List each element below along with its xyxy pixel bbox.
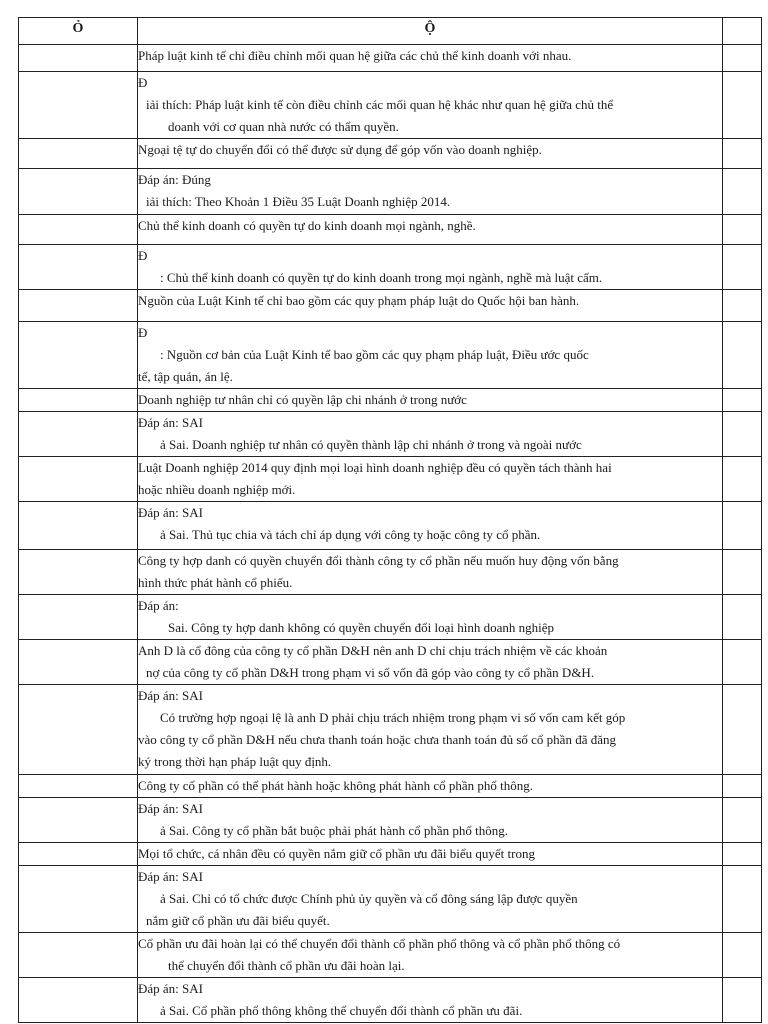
text-line: Pháp luật kinh tế chỉ điều chỉnh mối quan hệ giữa các chủ thể kinh doanh với nhau. xyxy=(138,48,572,63)
text-line: ả Sai. Doanh nghiệp tư nhân có quyền thành lập chi nhánh ở trong và ngoài nước xyxy=(160,437,582,452)
right-cell xyxy=(723,412,762,457)
header-col-3 xyxy=(723,18,762,45)
text-line: Đáp án: SAI xyxy=(138,981,203,996)
table-row xyxy=(19,139,762,169)
table-row xyxy=(19,245,762,290)
text-line: ả Sai. Chỉ có tổ chức được Chính phủ ủy quyền và cổ đông sáng lập được quyền xyxy=(160,891,578,906)
text-line: Anh D là cổ đông của công ty cổ phần D&H nên anh D chỉ chịu trách nhiệm về các khoản xyxy=(138,643,608,658)
right-cell xyxy=(723,933,762,978)
right-cell xyxy=(723,775,762,798)
content-cell xyxy=(138,412,723,457)
table-row xyxy=(19,322,762,389)
text-line: Cổ phần ưu đãi hoàn lại có thể chuyển đổi thành cổ phần phổ thông và cổ phần phổ thông có xyxy=(138,936,621,951)
text-line: Đáp án: SAI xyxy=(138,869,203,884)
right-cell xyxy=(723,640,762,685)
text-line: nắm giữ cổ phần ưu đãi biểu quyết. xyxy=(146,913,330,928)
content-cell xyxy=(138,322,723,389)
left-cell xyxy=(19,139,138,169)
left-cell xyxy=(19,290,138,322)
right-cell xyxy=(723,45,762,72)
table-row xyxy=(19,290,762,322)
text-line: ả Sai. Cổ phần phổ thông không thể chuyển đổi thành cổ phần ưu đãi. xyxy=(160,1003,523,1018)
content-cell xyxy=(138,550,723,595)
text-line: Đáp án: SAI xyxy=(138,505,203,520)
text-line: Nguồn của Luật Kinh tế chỉ bao gồm các quy phạm pháp luật do Quốc hội ban hành. xyxy=(138,293,580,308)
table-row xyxy=(19,550,762,595)
text-line: iải thích: Pháp luật kinh tế còn điều chỉnh các mối quan hệ khác như quan hệ giữa chủ thể xyxy=(146,97,614,112)
text-line: Đ xyxy=(138,248,148,263)
text-line: : Nguồn cơ bản của Luật Kinh tế bao gồm các quy phạm pháp luật, Điều ước quốc xyxy=(160,347,589,362)
text-line: vào công ty cổ phần D&H nếu chưa thanh toán hoặc chưa thanh toán đủ số cổ phần đã đăng xyxy=(138,732,616,747)
table-row xyxy=(19,978,762,1023)
content-cell xyxy=(138,389,723,412)
text-line: Có trường hợp ngoại lệ là anh D phải chịu trách nhiệm trong phạm vi số vốn cam kết góp xyxy=(160,710,626,725)
text-line: hoặc nhiều doanh nghiệp mới. xyxy=(138,482,296,497)
text-line: Đ xyxy=(138,75,148,90)
content-cell xyxy=(138,843,723,866)
text-line: Công ty hợp danh có quyền chuyển đổi thành công ty cổ phần nếu muốn huy động vốn bằng xyxy=(138,553,619,568)
right-cell xyxy=(723,595,762,640)
text-line: thể chuyển đổi thành cổ phần ưu đãi hoàn lại. xyxy=(168,958,405,973)
content-cell xyxy=(138,72,723,139)
left-cell xyxy=(19,798,138,843)
table-row xyxy=(19,685,762,775)
content-cell xyxy=(138,169,723,215)
left-cell xyxy=(19,457,138,502)
content-cell xyxy=(138,640,723,685)
left-cell xyxy=(19,685,138,775)
table-row xyxy=(19,389,762,412)
right-cell xyxy=(723,245,762,290)
left-cell xyxy=(19,843,138,866)
content-cell xyxy=(138,933,723,978)
text-line: hình thức phát hành cổ phiếu. xyxy=(138,575,293,590)
content-cell xyxy=(138,775,723,798)
text-line: nợ của công ty cổ phần D&H trong phạm vi số vốn đã góp vào công ty cổ phần D&H. xyxy=(146,665,595,680)
table-row xyxy=(19,866,762,933)
table-row xyxy=(19,933,762,978)
text-line: Sai. Công ty hợp danh không có quyền chuyển đổi loại hình doanh nghiệp xyxy=(168,620,554,635)
right-cell xyxy=(723,389,762,412)
text-line: ả Sai. Công ty cổ phần bắt buộc phải phát hành cổ phần phổ thông. xyxy=(160,823,509,838)
qa-table xyxy=(18,17,762,1023)
right-cell xyxy=(723,322,762,389)
table-header-row xyxy=(19,18,762,45)
text-line: ả Sai. Thủ tục chia và tách chỉ áp dụng với công ty hoặc công ty cổ phần. xyxy=(160,527,541,542)
text-line: Ngoại tệ tự do chuyển đổi có thể được sử dụng để góp vốn vào doanh nghiệp. xyxy=(138,142,542,157)
text-line: tế, tập quán, án lệ. xyxy=(138,369,233,384)
content-cell xyxy=(138,215,723,245)
left-cell xyxy=(19,502,138,550)
table-row xyxy=(19,595,762,640)
right-cell xyxy=(723,215,762,245)
right-cell xyxy=(723,290,762,322)
left-cell xyxy=(19,245,138,290)
text-line: Doanh nghiệp tư nhân chỉ có quyền lập chi nhánh ở trong nước xyxy=(138,392,467,407)
left-cell xyxy=(19,866,138,933)
table-row xyxy=(19,457,762,502)
text-line: Mọi tổ chức, cá nhân đều có quyền nắm giữ cổ phần ưu đãi biểu quyết trong xyxy=(138,846,535,861)
left-cell xyxy=(19,45,138,72)
right-cell xyxy=(723,169,762,215)
table-row xyxy=(19,775,762,798)
table-row xyxy=(19,502,762,550)
content-cell xyxy=(138,978,723,1023)
left-cell xyxy=(19,412,138,457)
text-line: Chủ thể kinh doanh có quyền tự do kinh doanh mọi ngành, nghề. xyxy=(138,218,476,233)
left-cell xyxy=(19,215,138,245)
right-cell xyxy=(723,866,762,933)
content-cell xyxy=(138,595,723,640)
left-cell xyxy=(19,72,138,139)
table-row xyxy=(19,169,762,215)
right-cell xyxy=(723,685,762,775)
left-cell xyxy=(19,775,138,798)
table-row xyxy=(19,843,762,866)
left-cell xyxy=(19,389,138,412)
right-cell xyxy=(723,139,762,169)
table-row xyxy=(19,72,762,139)
left-cell xyxy=(19,550,138,595)
table-row xyxy=(19,412,762,457)
document-page xyxy=(18,17,761,1023)
left-cell xyxy=(19,978,138,1023)
text-line: ký trong thời hạn pháp luật quy định. xyxy=(138,754,332,769)
left-cell xyxy=(19,933,138,978)
content-cell xyxy=(138,139,723,169)
right-cell xyxy=(723,978,762,1023)
table-row xyxy=(19,640,762,685)
table-row xyxy=(19,45,762,72)
content-cell xyxy=(138,866,723,933)
header-col-1: Ỏ xyxy=(19,18,138,45)
text-line: Đ xyxy=(138,325,148,340)
content-cell xyxy=(138,245,723,290)
table-row xyxy=(19,798,762,843)
content-cell xyxy=(138,685,723,775)
table-row xyxy=(19,215,762,245)
content-cell xyxy=(138,798,723,843)
right-cell xyxy=(723,550,762,595)
text-line: Luật Doanh nghiệp 2014 quy định mọi loại hình doanh nghiệp đều có quyền tách thành hai xyxy=(138,460,612,475)
text-line: : Chủ thể kinh doanh có quyền tự do kinh doanh trong mọi ngành, nghề mà luật cấm. xyxy=(160,270,603,285)
header-col-2: Ộ xyxy=(138,18,723,45)
text-line: Công ty cổ phần có thể phát hành hoặc không phát hành cổ phần phổ thông. xyxy=(138,778,533,793)
left-cell xyxy=(19,169,138,215)
text-line: Đáp án: SAI xyxy=(138,688,203,703)
text-line: Đáp án: SAI xyxy=(138,415,203,430)
text-line: Đáp án: Đúng xyxy=(138,172,211,187)
content-cell xyxy=(138,457,723,502)
content-cell xyxy=(138,45,723,72)
right-cell xyxy=(723,72,762,139)
left-cell xyxy=(19,322,138,389)
text-line: iải thích: Theo Khoản 1 Điều 35 Luật Doanh nghiệp 2014. xyxy=(146,194,451,209)
text-line: Đáp án: SAI xyxy=(138,801,203,816)
right-cell xyxy=(723,843,762,866)
right-cell xyxy=(723,457,762,502)
content-cell xyxy=(138,502,723,550)
left-cell xyxy=(19,595,138,640)
text-line: Đáp án: xyxy=(138,598,179,613)
table-body xyxy=(19,45,762,1023)
left-cell xyxy=(19,640,138,685)
content-cell xyxy=(138,290,723,322)
right-cell xyxy=(723,798,762,843)
right-cell xyxy=(723,502,762,550)
text-line: doanh với cơ quan nhà nước có thẩm quyền. xyxy=(168,119,399,134)
